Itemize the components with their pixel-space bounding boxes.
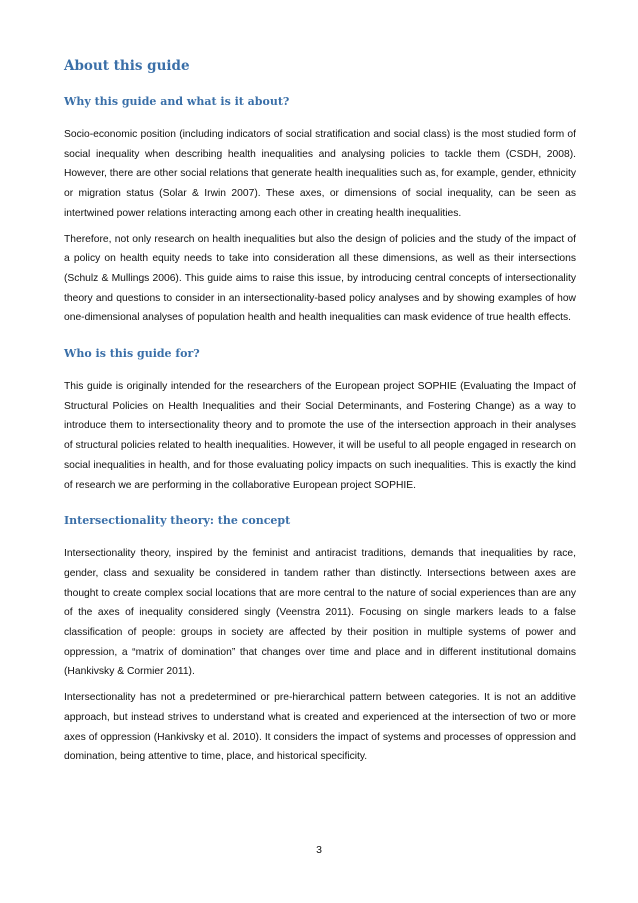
section-spacer [64, 334, 576, 346]
section-heading: Who is this guide for? [64, 347, 200, 361]
section-spacer [64, 501, 576, 513]
section-intersectionality-concept [64, 513, 576, 767]
section-heading: Why this guide and what is it about? [64, 95, 290, 108]
body-paragraph: Socio-economic position (including indicators of social stratification and social class) is the most studied form of social inequality when describing health inequalities and analysing policies to tackle them (CSDH, 2008). However, there are other social relations that generate health inequalities such as, for example, gender, ethnicity or migration status (Solar & Irwin 2007). These axes, or dimensions of social inequality, can be seen as intertwined power relations interacting among each other in creating health inequalities. [64, 129, 576, 219]
body-paragraph: This guide is originally intended for the researchers of the European project SOPHIE (Evaluating the Impact of Structural Policies on Health Inequalities and their Social Determinants, and Fostering Change) as a way to introduce them to intersectionality theory and to promote the use of the intersection approach in their analyses of structural policies related to health inequalities. However, it will be useful to all people engaged in research on social inequalities in health, and for those evaluating policy impacts on such inequalities. This is exactly the kind of research we are performing in the collaborative European project SOPHIE. [64, 381, 576, 491]
section-heading: Intersectionality theory: the concept [64, 514, 291, 528]
section-who-for [64, 346, 576, 495]
body-paragraph: Intersectionality has not a predetermined or pre-hierarchical pattern between categories. It is not an additive approach, but instead strives to understand what is created and experienced at the intersection of two or more axes of oppression (Hankivsky et al. 2010). It considers the impact of systems and processes of oppression and domination, being attentive to time, place, and historical specificity. [64, 692, 576, 763]
page-number: 3 [316, 844, 322, 856]
document-page [64, 56, 576, 773]
body-paragraph: Intersectionality theory, inspired by the feminist and antiracist traditions, demands that inequalities by race, gender, class and sexuality be considered in tandem rather than distinctly. Intersections between axes are thought to create complex social locations that are more central to the nature of social experiences than are any of the axes of inequality considered singly (Veenstra 2011). Focusing on single markers leads to a false classification of people: groups in society are affected by their position in multiple systems of power and oppression, a “matrix of domination” that changes over time and place and in different institutional domains (Hankivsky & Cormier 2011). [64, 548, 576, 678]
page-title: About this guide [64, 58, 190, 74]
section-why-guide [64, 94, 576, 328]
body-paragraph: Therefore, not only research on health inequalities but also the design of policies and the study of the impact of a policy on health equity needs to take into consideration all these dimensions, as well as their intersections (Schulz & Mullings 2006). This guide aims to raise this issue, by introducing central concepts of intersectionality theory and questions to consider in an intersectionality-based policy analyses and by showing examples of how one-dimensional analyses of population health and health inequalities can mask evidence of true health effects. [64, 233, 576, 324]
